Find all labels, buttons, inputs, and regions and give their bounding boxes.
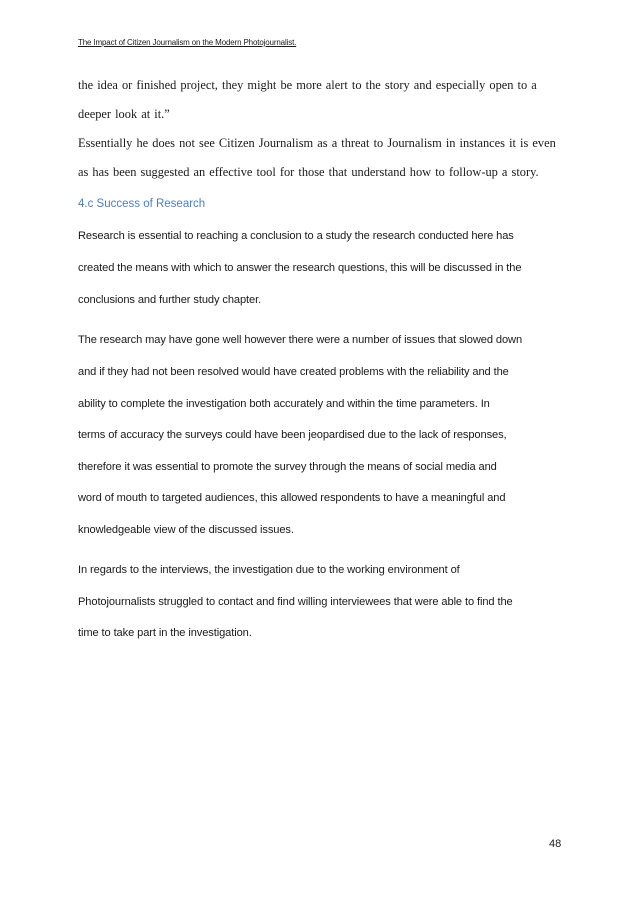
quote-line-1: the idea or finished project, they might be more alert to the story and especially open to a: [78, 78, 537, 92]
paragraph-1-line-1: Research is essential to reaching a conclusion to a study the research conducted here has: [78, 230, 514, 242]
paragraph-2-line-6: word of mouth to targeted audiences, this allowed respondents to have a meaningful and: [78, 492, 506, 504]
paragraph-2-line-5: therefore it was essential to promote the survey through the means of social media and: [78, 461, 497, 473]
section-heading: 4.c Success of Research: [78, 198, 206, 210]
paragraph-2-line-2: and if they had not been resolved would have created problems with the reliability and the: [78, 366, 509, 378]
serif-paragraph-line-2: as has been suggested an effective tool for those that understand how to follow-up a story.: [78, 165, 539, 179]
running-header: The Impact of Citizen Journalism on the Modern Photojournalist.: [78, 38, 297, 47]
paragraph-3-line-1: In regards to the interviews, the investigation due to the working environment of: [78, 564, 460, 576]
paragraph-2-line-4: terms of accuracy the surveys could have been jeopardised due to the lack of responses,: [78, 429, 507, 441]
paragraph-1-line-3: conclusions and further study chapter.: [78, 294, 262, 306]
paragraph-3-line-2: Photojournalists struggled to contact and find willing interviewees that were able to find the: [78, 596, 513, 608]
paragraph-3-line-3: time to take part in the investigation.: [78, 627, 252, 639]
quote-line-2: deeper look at it.”: [78, 107, 170, 121]
paragraph-2-line-7: knowledgeable view of the discussed issues.: [78, 524, 294, 536]
paragraph-1-line-2: created the means with which to answer the research questions, this will be discussed in the: [78, 262, 522, 274]
paragraph-2-line-1: The research may have gone well however there were a number of issues that slowed down: [78, 334, 523, 346]
paragraph-2-line-3: ability to complete the investigation both accurately and within the time parameters. In: [78, 398, 490, 410]
serif-paragraph-line-1: Essentially he does not see Citizen Journalism as a threat to Journalism in instances it is even: [78, 136, 556, 150]
page-number: 48: [549, 838, 562, 850]
